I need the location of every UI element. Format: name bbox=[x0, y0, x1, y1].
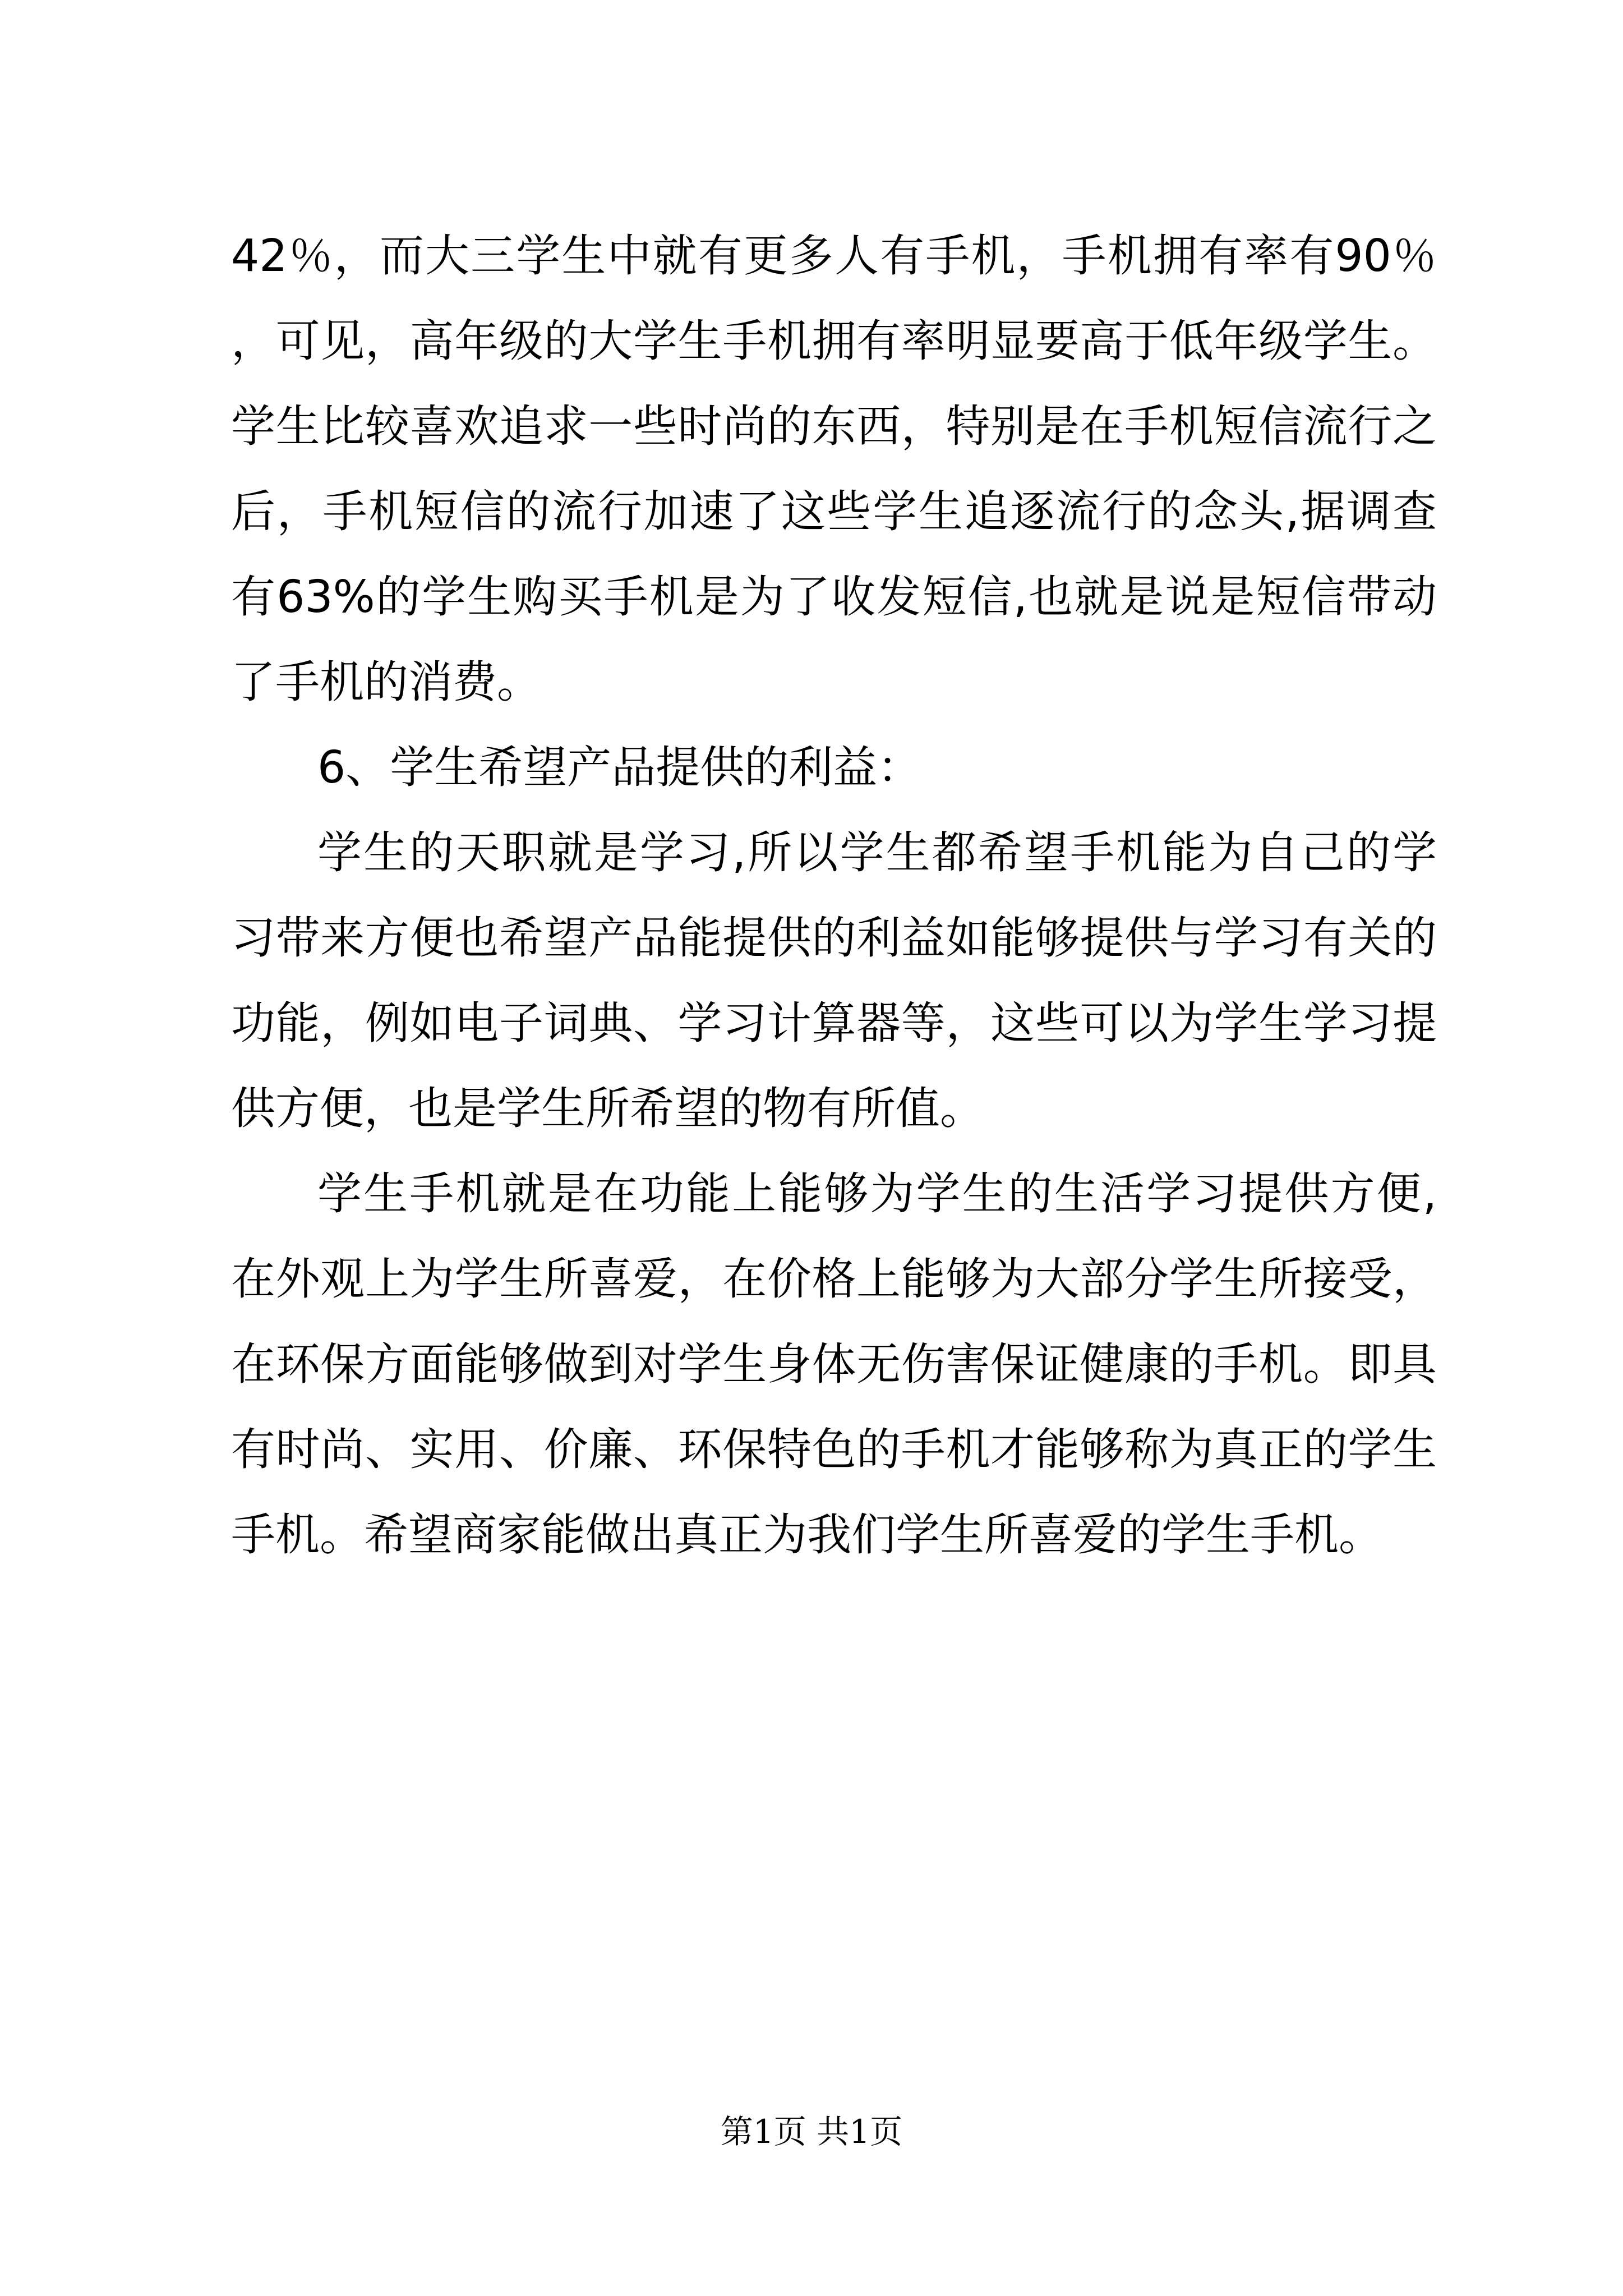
paragraph-continuation: 42％，而大三学生中就有更多人有手机，手机拥有率有90％，可见，高年级的大学生手机拥有率明显要高于低年级学生。学生比较喜欢追求一些时尚的东西，特别是在手机短信流行之后，手机短信的流行加速了这些学生追逐流行的念头,据调查有63%的学生购买手机是为了收发短信,也就是说是短信带动了手机的消费。 bbox=[231, 230, 1437, 708]
paragraph-student-phone-summary: 学生手机就是在功能上能够为学生的生活学习提供方便,在外观上为学生所喜爱，在价格上能够为大部分学生所接受，在环保方面能够做到对学生身体无伤害保证健康的手机。即具有时尚、实用、价廉、环保特色的手机才能够称为真正的学生手机。希望商家能做出真正为我们学生所喜爱的学生手机。 bbox=[231, 1168, 1437, 1561]
section-heading: 6、学生希望产品提供的利益： bbox=[317, 742, 922, 793]
paragraph-learning-benefits: 学生的天职就是学习,所以学生都希望手机能为自己的学习带来方便也希望产品能提供的利益如能够提供与学习有关的功能，例如电子词典、学习计算器等，这些可以为学生学习提供方便，也是学生所希望的物有所值。 bbox=[231, 827, 1437, 1134]
page-number-footer: 第1页 共1页 bbox=[720, 2113, 903, 2151]
document-body bbox=[231, 213, 1437, 1577]
